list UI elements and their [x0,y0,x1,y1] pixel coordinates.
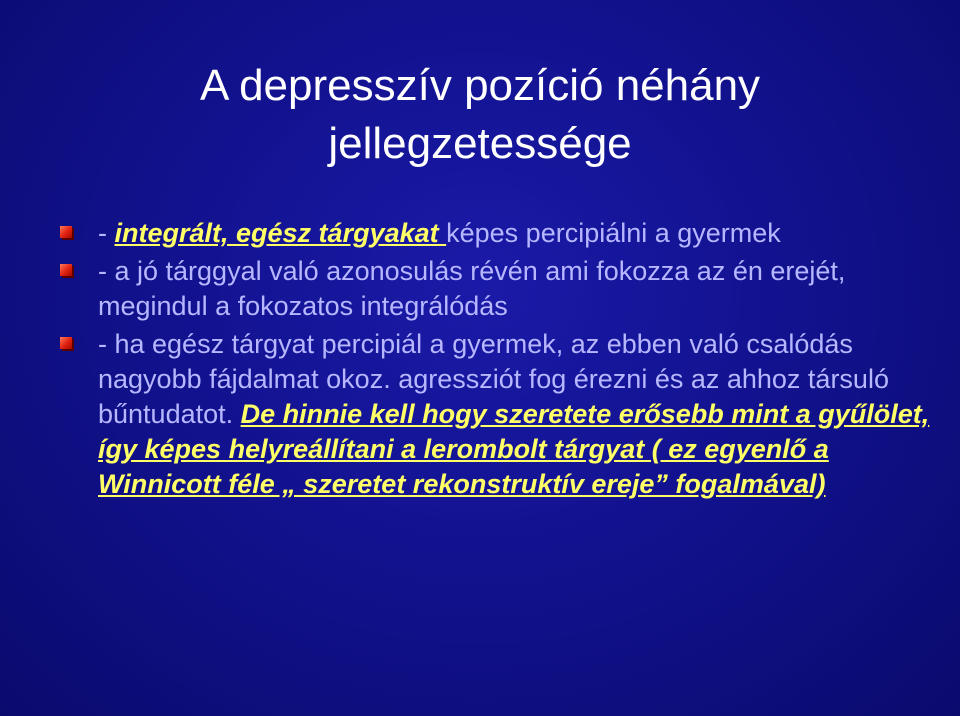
bullet-item-2 [60,254,930,324]
square-bullet-icon [60,337,72,349]
bullet-item-3 [60,327,930,502]
bullet-1-highlight: integrált, egész tárgyakat [114,218,447,248]
bullet-item-1 [60,216,930,251]
bullet-1-rest: képes percipiálni a gyermek [446,218,781,248]
square-bullet-icon [60,264,72,276]
bullet-3-highlight: De hinnie kell hogy szeretete erősebb mint a gyűlölet, így képes helyreállítani a lerombolt tárgyat ( ez egyenlő a Winnicott féle „ szeretet rekonstruktív ereje” fogalmával) [98,399,930,499]
bullet-list [60,216,930,505]
slide-title [0,57,960,173]
slide-title-line-2: jellegzetessége [328,119,632,169]
square-bullet-icon [60,226,72,238]
bullet-3-text: - ha egész tárgyat percipiál a gyermek, az ebben való csalódás nagyobb fájdalmat okoz. agressziót fog érezni és az ahhoz társuló bűntudatot. [98,329,889,429]
slide-title-line-1: A depresszív pozíció néhány [199,61,761,111]
bullet-2-text: - a jó tárggyal való azonosulás révén ami fokozza az én erejét, megindul a fokozatos integrálódás [98,256,846,321]
bullet-1-prefix: - [98,218,115,248]
